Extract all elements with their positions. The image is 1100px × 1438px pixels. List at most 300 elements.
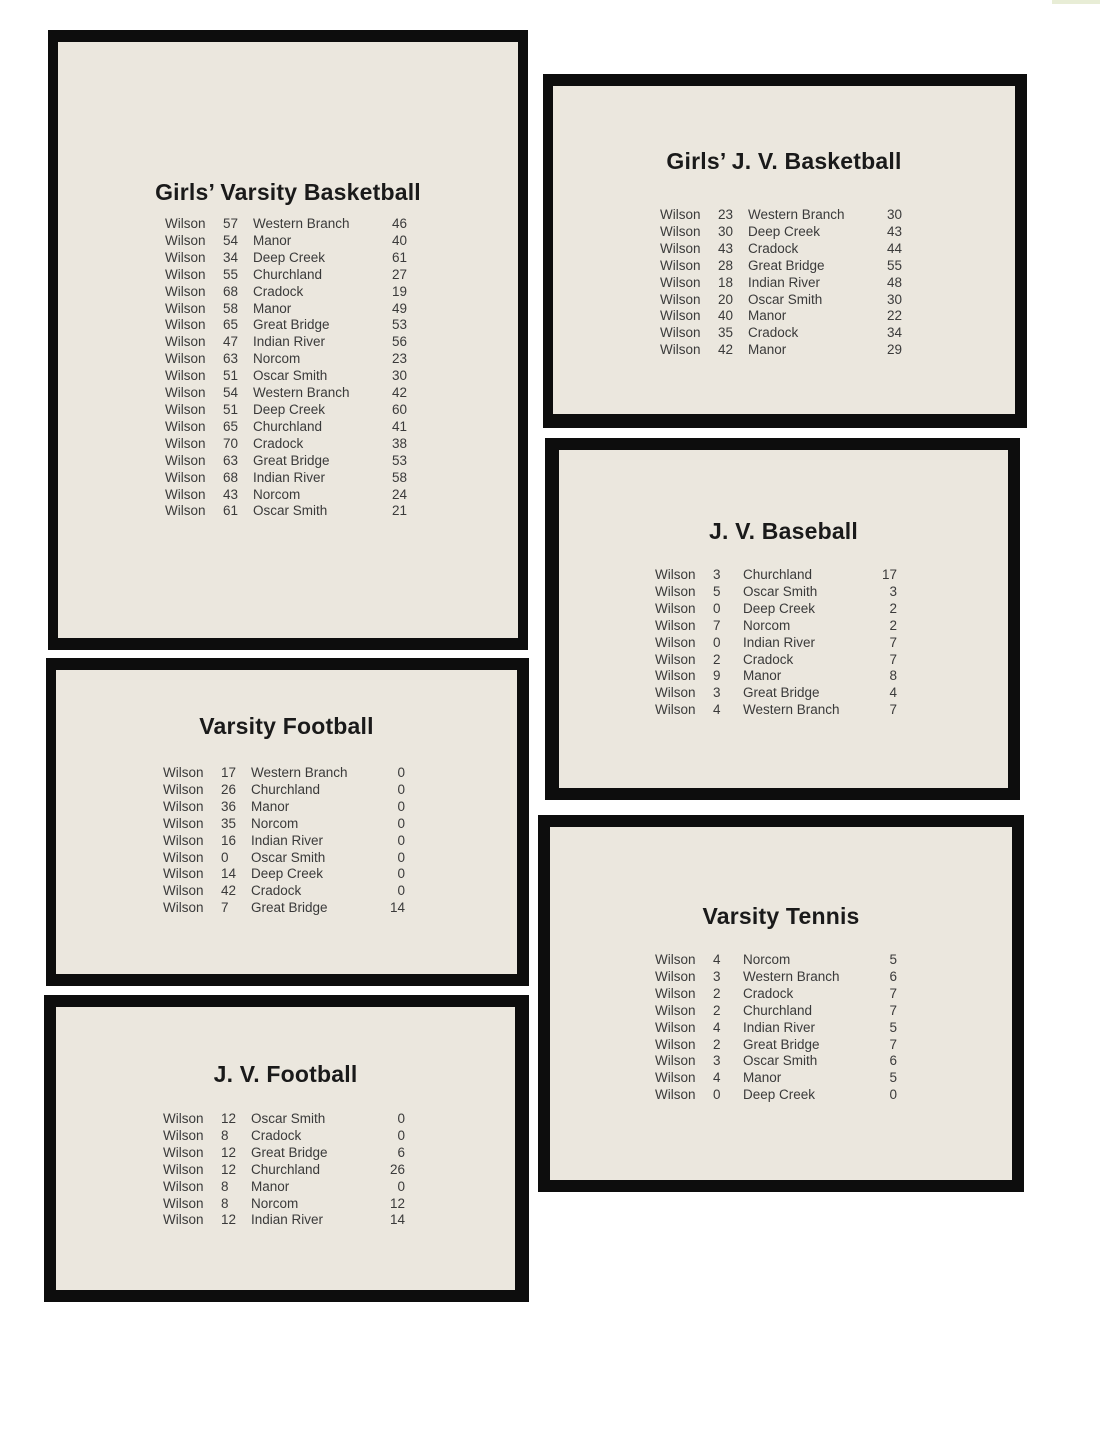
- wilson-score: 7: [221, 900, 229, 916]
- wilson-score: 9: [713, 668, 721, 684]
- wilson-score: 34: [223, 249, 239, 265]
- opponent-name: Oscar Smith: [253, 503, 328, 519]
- wilson-score: 12: [221, 1212, 237, 1228]
- opponent-score: 0: [397, 832, 405, 848]
- wilson-score: 42: [221, 883, 237, 899]
- wilson-score: 63: [223, 452, 239, 468]
- school-name: Wilson: [660, 207, 701, 222]
- opponent-score: 0: [397, 883, 405, 899]
- opponent-score: 30: [886, 291, 902, 307]
- score-row: [165, 216, 407, 233]
- score-row: [165, 250, 407, 267]
- wilson-score: 43: [718, 240, 734, 256]
- opponent-name: Western Branch: [253, 385, 350, 401]
- school-name: Wilson: [655, 583, 696, 599]
- school-name: Wilson: [163, 1161, 204, 1177]
- opponent-score: 26: [389, 1161, 405, 1177]
- wilson-score: 4: [713, 952, 721, 967]
- opponent-score: 34: [886, 325, 902, 341]
- opponent-name: Manor: [743, 668, 782, 684]
- opponent-score: 4: [889, 685, 897, 701]
- score-row: [655, 1070, 897, 1087]
- score-table: [165, 216, 407, 520]
- opponent-name: Great Bridge: [253, 452, 330, 468]
- wilson-score: 2: [713, 985, 721, 1001]
- school-name: Wilson: [163, 900, 204, 916]
- wilson-score: 5: [713, 583, 721, 599]
- wilson-score: 54: [223, 232, 239, 248]
- opponent-score: 7: [889, 702, 897, 718]
- wilson-score: 35: [221, 815, 237, 831]
- opponent-score: 7: [889, 1036, 897, 1052]
- opponent-score: 0: [397, 815, 405, 831]
- score-row: [163, 765, 405, 782]
- opponent-score: 38: [391, 435, 407, 451]
- opponent-score: 0: [397, 765, 405, 780]
- wilson-score: 54: [223, 385, 239, 401]
- wilson-score: 2: [713, 1002, 721, 1018]
- school-name: Wilson: [165, 300, 206, 316]
- opponent-name: Oscar Smith: [253, 368, 328, 384]
- score-row: [655, 952, 897, 969]
- score-row: [163, 1145, 405, 1162]
- school-name: Wilson: [655, 1019, 696, 1035]
- wilson-score: 0: [221, 849, 229, 865]
- wilson-score: 3: [713, 1053, 721, 1069]
- wilson-score: 8: [221, 1195, 229, 1211]
- opponent-score: 53: [391, 317, 407, 333]
- school-name: Wilson: [165, 486, 206, 502]
- opponent-score: 46: [391, 216, 407, 231]
- opponent-score: 5: [889, 1070, 897, 1086]
- opponent-name: Deep Creek: [748, 223, 821, 239]
- opponent-score: 0: [889, 1087, 897, 1103]
- school-name: Wilson: [163, 1144, 204, 1160]
- opponent-score: 0: [397, 1111, 405, 1126]
- school-name: Wilson: [163, 798, 204, 814]
- score-row: [165, 334, 407, 351]
- opponent-name: Great Bridge: [748, 257, 825, 273]
- opponent-name: Norcom: [251, 1195, 299, 1211]
- school-name: Wilson: [165, 317, 206, 333]
- opponent-score: 6: [397, 1144, 405, 1160]
- wilson-score: 20: [718, 291, 734, 307]
- opponent-score: 6: [889, 1053, 897, 1069]
- wilson-score: 26: [221, 781, 237, 797]
- wilson-score: 12: [221, 1111, 237, 1126]
- opponent-name: Cradock: [743, 985, 794, 1001]
- wilson-score: 57: [223, 216, 239, 231]
- opponent-name: Deep Creek: [253, 249, 326, 265]
- school-name: Wilson: [655, 668, 696, 684]
- opponent-score: 7: [889, 634, 897, 650]
- score-row: [163, 900, 405, 917]
- score-row: [660, 275, 902, 292]
- school-name: Wilson: [163, 815, 204, 831]
- wilson-score: 3: [713, 968, 721, 984]
- score-row: [165, 453, 407, 470]
- opponent-score: 0: [397, 1127, 405, 1143]
- wilson-score: 4: [713, 702, 721, 718]
- school-name: Wilson: [165, 469, 206, 485]
- opponent-name: Norcom: [251, 815, 299, 831]
- opponent-score: 6: [889, 968, 897, 984]
- score-row: [163, 1111, 405, 1128]
- score-row: [163, 816, 405, 833]
- wilson-score: 8: [221, 1178, 229, 1194]
- school-name: Wilson: [163, 866, 204, 882]
- opponent-score: 12: [389, 1195, 405, 1211]
- school-name: Wilson: [165, 452, 206, 468]
- score-row: [165, 301, 407, 318]
- school-name: Wilson: [165, 503, 206, 519]
- school-name: Wilson: [655, 985, 696, 1001]
- score-row: [660, 292, 902, 309]
- opponent-score: 0: [397, 781, 405, 797]
- school-name: Wilson: [165, 368, 206, 384]
- score-row: [655, 702, 897, 719]
- opponent-name: Manor: [743, 1070, 782, 1086]
- wilson-score: 3: [713, 567, 721, 582]
- school-name: Wilson: [655, 1002, 696, 1018]
- school-name: Wilson: [163, 765, 204, 780]
- opponent-name: Great Bridge: [743, 1036, 820, 1052]
- opponent-score: 30: [391, 368, 407, 384]
- school-name: Wilson: [655, 702, 696, 718]
- wilson-score: 36: [221, 798, 237, 814]
- opponent-name: Cradock: [251, 883, 302, 899]
- opponent-score: 30: [886, 207, 902, 222]
- school-name: Wilson: [655, 685, 696, 701]
- opponent-score: 7: [889, 651, 897, 667]
- opponent-name: Deep Creek: [743, 1087, 816, 1103]
- school-name: Wilson: [655, 1070, 696, 1086]
- section-title: Girls’ Varsity Basketball: [155, 179, 421, 205]
- section-title: J. V. Baseball: [709, 518, 858, 544]
- opponent-name: Great Bridge: [251, 1144, 328, 1160]
- opponent-name: Manor: [748, 342, 787, 358]
- section-title: J. V. Football: [213, 1061, 358, 1087]
- score-row: [163, 1162, 405, 1179]
- opponent-name: Oscar Smith: [251, 849, 326, 865]
- score-row: [165, 368, 407, 385]
- opponent-name: Cradock: [251, 1127, 302, 1143]
- school-name: Wilson: [165, 216, 206, 231]
- school-name: Wilson: [163, 1127, 204, 1143]
- opponent-name: Oscar Smith: [251, 1111, 326, 1126]
- opponent-name: Western Branch: [253, 216, 350, 231]
- school-name: Wilson: [163, 1178, 204, 1194]
- score-row: [655, 1003, 897, 1020]
- opponent-name: Churchland: [253, 266, 323, 282]
- panel-jv-baseball: [545, 438, 1020, 800]
- wilson-score: 70: [223, 435, 239, 451]
- wilson-score: 65: [223, 317, 239, 333]
- school-name: Wilson: [660, 240, 701, 256]
- score-row: [655, 1020, 897, 1037]
- score-row: [163, 1128, 405, 1145]
- score-row: [655, 567, 897, 584]
- opponent-name: Manor: [251, 1178, 290, 1194]
- opponent-score: 17: [881, 567, 897, 582]
- opponent-score: 22: [886, 308, 902, 324]
- opponent-name: Western Branch: [748, 207, 845, 222]
- panel-varsity-tennis: [538, 815, 1024, 1192]
- wilson-score: 2: [713, 651, 721, 667]
- opponent-name: Indian River: [253, 469, 326, 485]
- score-row: [655, 986, 897, 1003]
- opponent-name: Norcom: [253, 486, 301, 502]
- wilson-score: 8: [221, 1127, 229, 1143]
- opponent-score: 27: [391, 266, 407, 282]
- school-name: Wilson: [655, 600, 696, 616]
- wilson-score: 40: [718, 308, 734, 324]
- opponent-name: Indian River: [251, 1212, 324, 1228]
- school-name: Wilson: [165, 232, 206, 248]
- wilson-score: 14: [221, 866, 237, 882]
- opponent-name: Churchland: [251, 1161, 321, 1177]
- school-name: Wilson: [165, 351, 206, 367]
- opponent-name: Western Branch: [743, 702, 840, 718]
- opponent-score: 2: [889, 617, 897, 633]
- score-row: [163, 866, 405, 883]
- wilson-score: 12: [221, 1144, 237, 1160]
- school-name: Wilson: [165, 385, 206, 401]
- wilson-score: 61: [223, 503, 239, 519]
- score-row: [660, 308, 902, 325]
- school-name: Wilson: [660, 325, 701, 341]
- wilson-score: 2: [713, 1036, 721, 1052]
- wilson-score: 0: [713, 1087, 721, 1103]
- score-row: [165, 419, 407, 436]
- opponent-name: Indian River: [251, 832, 324, 848]
- opponent-name: Indian River: [748, 274, 821, 290]
- opponent-name: Churchland: [743, 567, 813, 582]
- opponent-name: Deep Creek: [251, 866, 324, 882]
- school-name: Wilson: [165, 418, 206, 434]
- opponent-name: Western Branch: [251, 765, 348, 780]
- opponent-score: 41: [391, 418, 407, 434]
- score-row: [660, 224, 902, 241]
- wilson-score: 30: [718, 223, 734, 239]
- wilson-score: 43: [223, 486, 239, 502]
- wilson-score: 3: [713, 685, 721, 701]
- wilson-score: 17: [221, 765, 237, 780]
- opponent-score: 5: [889, 952, 897, 967]
- opponent-name: Deep Creek: [253, 401, 326, 417]
- wilson-score: 0: [713, 634, 721, 650]
- score-row: [655, 1037, 897, 1054]
- wilson-score: 51: [223, 401, 239, 417]
- opponent-name: Cradock: [748, 240, 799, 256]
- opponent-score: 14: [389, 900, 405, 916]
- score-row: [163, 1179, 405, 1196]
- score-row: [165, 503, 407, 520]
- opponent-score: 43: [886, 223, 902, 239]
- school-name: Wilson: [655, 617, 696, 633]
- opponent-score: 49: [391, 300, 407, 316]
- wilson-score: 51: [223, 368, 239, 384]
- opponent-score: 0: [397, 849, 405, 865]
- score-row: [655, 1087, 897, 1104]
- opponent-name: Great Bridge: [743, 685, 820, 701]
- score-row: [165, 267, 407, 284]
- score-row: [655, 635, 897, 652]
- school-name: Wilson: [165, 435, 206, 451]
- opponent-score: 3: [889, 583, 897, 599]
- opponent-name: Norcom: [743, 617, 791, 633]
- school-name: Wilson: [163, 832, 204, 848]
- wilson-score: 7: [713, 617, 721, 633]
- wilson-score: 65: [223, 418, 239, 434]
- wilson-score: 35: [718, 325, 734, 341]
- school-name: Wilson: [655, 634, 696, 650]
- school-name: Wilson: [165, 266, 206, 282]
- section-title: Varsity Tennis: [702, 903, 860, 929]
- opponent-name: Manor: [748, 308, 787, 324]
- score-row: [165, 436, 407, 453]
- panel-varsity-football: [46, 658, 529, 986]
- school-name: Wilson: [165, 334, 206, 350]
- school-name: Wilson: [660, 291, 701, 307]
- opponent-score: 61: [391, 249, 407, 265]
- opponent-name: Churchland: [253, 418, 323, 434]
- score-table: [655, 567, 897, 719]
- wilson-score: 12: [221, 1161, 237, 1177]
- wilson-score: 23: [718, 207, 734, 222]
- opponent-score: 58: [391, 469, 407, 485]
- opponent-score: 2: [889, 600, 897, 616]
- score-row: [655, 601, 897, 618]
- score-row: [655, 652, 897, 669]
- opponent-name: Norcom: [743, 952, 791, 967]
- opponent-name: Western Branch: [743, 968, 840, 984]
- opponent-name: Cradock: [253, 435, 304, 451]
- section-title: Varsity Football: [199, 713, 374, 739]
- school-name: Wilson: [655, 651, 696, 667]
- school-name: Wilson: [655, 1087, 696, 1103]
- panel-jv-football: [44, 995, 529, 1302]
- score-table: [660, 207, 902, 359]
- school-name: Wilson: [165, 401, 206, 417]
- opponent-name: Cradock: [748, 325, 799, 341]
- wilson-score: 68: [223, 283, 239, 299]
- school-name: Wilson: [655, 1036, 696, 1052]
- school-name: Wilson: [655, 567, 696, 582]
- opponent-score: 55: [886, 257, 902, 273]
- school-name: Wilson: [660, 342, 701, 358]
- score-table: [163, 765, 405, 917]
- opponent-name: Oscar Smith: [743, 583, 818, 599]
- opponent-name: Manor: [253, 300, 292, 316]
- wilson-score: 16: [221, 832, 237, 848]
- score-row: [163, 782, 405, 799]
- score-row: [655, 668, 897, 685]
- wilson-score: 28: [718, 257, 734, 273]
- wilson-score: 58: [223, 300, 239, 316]
- opponent-score: 7: [889, 985, 897, 1001]
- score-row: [163, 833, 405, 850]
- opponent-score: 8: [889, 668, 897, 684]
- school-name: Wilson: [655, 1053, 696, 1069]
- opponent-name: Indian River: [743, 1019, 816, 1035]
- opponent-name: Cradock: [253, 283, 304, 299]
- school-name: Wilson: [165, 283, 206, 299]
- wilson-score: 4: [713, 1019, 721, 1035]
- score-row: [163, 883, 405, 900]
- opponent-name: Manor: [253, 232, 292, 248]
- opponent-score: 21: [391, 503, 407, 519]
- school-name: Wilson: [655, 952, 696, 967]
- wilson-score: 18: [718, 274, 734, 290]
- opponent-name: Norcom: [253, 351, 301, 367]
- opponent-name: Great Bridge: [253, 317, 330, 333]
- school-name: Wilson: [163, 883, 204, 899]
- opponent-name: Manor: [251, 798, 290, 814]
- score-row: [163, 850, 405, 867]
- score-row: [660, 325, 902, 342]
- school-name: Wilson: [163, 849, 204, 865]
- score-row: [163, 1196, 405, 1213]
- opponent-score: 56: [391, 334, 407, 350]
- opponent-score: 53: [391, 452, 407, 468]
- score-row: [165, 487, 407, 504]
- opponent-name: Churchland: [251, 781, 321, 797]
- section-title: Girls’ J. V. Basketball: [666, 148, 902, 174]
- panel-girls-varsity-basketball: [48, 30, 528, 650]
- score-row: [165, 402, 407, 419]
- opponent-score: 0: [397, 798, 405, 814]
- school-name: Wilson: [163, 1212, 204, 1228]
- school-name: Wilson: [655, 968, 696, 984]
- school-name: Wilson: [163, 781, 204, 797]
- wilson-score: 0: [713, 600, 721, 616]
- opponent-score: 5: [889, 1019, 897, 1035]
- score-row: [165, 317, 407, 334]
- score-row: [655, 584, 897, 601]
- opponent-score: 14: [389, 1212, 405, 1228]
- opponent-score: 42: [391, 385, 407, 401]
- panel-girls-jv-basketball: [543, 74, 1027, 428]
- wilson-score: 63: [223, 351, 239, 367]
- score-row: [660, 258, 902, 275]
- school-name: Wilson: [660, 274, 701, 290]
- score-row: [660, 342, 902, 359]
- score-row: [660, 207, 902, 224]
- school-name: Wilson: [660, 223, 701, 239]
- score-row: [655, 618, 897, 635]
- opponent-name: Churchland: [743, 1002, 813, 1018]
- opponent-score: 19: [391, 283, 407, 299]
- opponent-score: 24: [391, 486, 407, 502]
- wilson-score: 68: [223, 469, 239, 485]
- wilson-score: 55: [223, 266, 239, 282]
- opponent-score: 23: [391, 351, 407, 367]
- school-name: Wilson: [165, 249, 206, 265]
- opponent-score: 7: [889, 1002, 897, 1018]
- opponent-name: Indian River: [743, 634, 816, 650]
- opponent-score: 0: [397, 1178, 405, 1194]
- score-row: [163, 799, 405, 816]
- opponent-name: Indian River: [253, 334, 326, 350]
- opponent-name: Great Bridge: [251, 900, 328, 916]
- school-name: Wilson: [660, 257, 701, 273]
- opponent-score: 40: [391, 232, 407, 248]
- opponent-name: Deep Creek: [743, 600, 816, 616]
- score-row: [655, 969, 897, 986]
- opponent-name: Cradock: [743, 651, 794, 667]
- score-row: [165, 233, 407, 250]
